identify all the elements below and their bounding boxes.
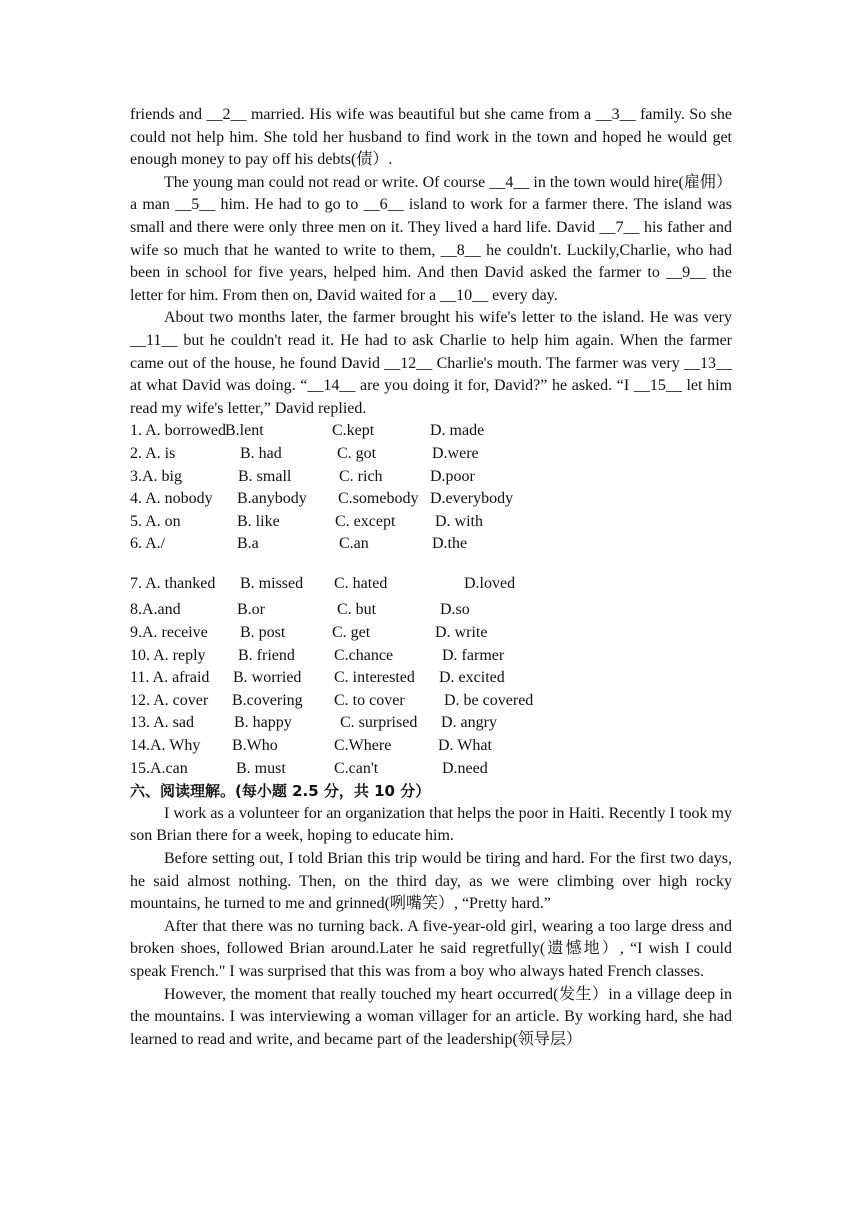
option-a: 4. A. nobody xyxy=(130,490,213,508)
option-b: B. must xyxy=(236,759,286,777)
option-d: D.the xyxy=(432,535,468,553)
option-a: 1. A. borrowed xyxy=(130,422,226,440)
paragraph: I work as a volunteer for an organization that helps the poor in Haiti. Recently I took my son Brian there for a week, hoping to educate him. xyxy=(130,804,732,845)
option-d: D. angry xyxy=(441,714,497,732)
option-c: C.can't xyxy=(334,759,379,777)
option-b: B.or xyxy=(237,601,265,619)
option-a: 14.A. Why xyxy=(130,737,201,755)
option-d: D. What xyxy=(438,737,492,755)
option-row-6 xyxy=(130,533,732,556)
option-a: 15.A.can xyxy=(130,759,188,777)
option-row-8 xyxy=(130,599,732,622)
option-b: B. post xyxy=(240,624,286,642)
option-d: D.loved xyxy=(464,574,516,592)
option-d: D. write xyxy=(435,624,488,642)
option-b: B.lent xyxy=(225,422,264,440)
cloze-passage xyxy=(130,104,732,420)
paragraph: After that there was no turning back. A five-year-old girl, wearing a too large dress and broken shoes, followed Brian around.Later he said regretfully(遗憾地）, “I wish I could speak French." I was surprised that this was from a boy who always hated French classes. xyxy=(130,917,732,980)
option-d: D.so xyxy=(440,601,470,619)
document-page xyxy=(130,104,732,1051)
option-row-4 xyxy=(130,488,732,511)
option-c: C. to cover xyxy=(334,691,405,709)
option-c: C. interested xyxy=(334,669,415,687)
option-b: B.a xyxy=(237,535,259,553)
option-c: C. got xyxy=(337,444,377,462)
option-row-2 xyxy=(130,443,732,466)
option-a: 9.A. receive xyxy=(130,624,208,642)
option-a: 2. A. is xyxy=(130,444,176,462)
option-d: D.were xyxy=(432,444,479,462)
option-b: B. worried xyxy=(233,669,302,687)
option-row-3 xyxy=(130,466,732,489)
option-d: D. with xyxy=(435,512,483,530)
option-row-15 xyxy=(130,758,732,781)
section-heading: 六、阅读理解。(每小题 2.5 分，共 10 分） xyxy=(130,782,431,801)
paragraph: However, the moment that really touched my heart occurred(发生）in a village deep in the mountains. I was interviewing a woman villager for an article. By working hard, she had learned to read and write, and became part of the leadership(领导层） xyxy=(130,985,732,1048)
option-b: B. had xyxy=(240,444,282,462)
paragraph: friends and __2__ married. His wife was beautiful but she came from a __3__ family. So she could not help him. She told her husband to find work in the town and hoped he would get enough money to pay off his debts(债）. xyxy=(130,106,732,169)
option-a: 5. A. on xyxy=(130,512,181,530)
option-c: C. get xyxy=(332,624,371,642)
option-row-1 xyxy=(130,420,732,443)
option-b: B.anybody xyxy=(237,490,307,508)
option-d: D. made xyxy=(430,422,485,440)
option-b: B.covering xyxy=(232,691,303,709)
spacer xyxy=(130,556,732,573)
option-d: D. excited xyxy=(439,669,505,687)
option-a: 10. A. reply xyxy=(130,646,206,664)
option-row-13 xyxy=(130,712,732,735)
paragraph: Before setting out, I told Brian this trip would be tiring and hard. For the first two days, he said almost nothing. Then, on the third day, as we were climbing over high rocky mountains, he turned to me and grinned(咧嘴笑）, “Pretty hard.” xyxy=(130,850,732,913)
option-a: 6. A./ xyxy=(130,535,166,553)
option-c: C. hated xyxy=(334,574,388,592)
reading-passage xyxy=(130,803,732,1052)
option-a: 11. A. afraid xyxy=(130,669,210,687)
option-c: C.an xyxy=(339,535,369,553)
options-list xyxy=(130,420,732,780)
option-c: C.somebody xyxy=(338,490,419,508)
option-d: D.poor xyxy=(430,467,475,485)
option-c: C.kept xyxy=(332,422,375,440)
option-c: C. surprised xyxy=(340,714,418,732)
option-b: B. friend xyxy=(238,646,295,664)
option-a: 8.A.and xyxy=(130,601,181,619)
option-b: B. happy xyxy=(234,714,292,732)
option-c: C.Where xyxy=(334,737,392,755)
option-row-5 xyxy=(130,511,732,534)
option-c: C. but xyxy=(337,601,377,619)
paragraph: The young man could not read or write. Of course __4__ in the town would hire(雇佣）a man __5__ him. He had to go to __6__ island to work for a farmer there. The island was small and there were only three men on it. They lived a hard life. David __7__ his father and wife so much that he wanted to write to them, __8__ he couldn't. Luckily,Charlie, who had been in school for five years, helped him. And then David asked the farmer to __9__ the letter for him. From then on, David waited for a __10__ every day. xyxy=(130,173,732,304)
option-a: 13. A. sad xyxy=(130,714,194,732)
option-c: C.chance xyxy=(334,646,394,664)
option-c: C. rich xyxy=(339,467,383,485)
option-c: C. except xyxy=(335,512,396,530)
option-b: B.Who xyxy=(232,737,278,755)
option-b: B. like xyxy=(237,512,280,530)
option-d: D. be covered xyxy=(444,691,534,709)
option-row-10 xyxy=(130,645,732,668)
option-b: B. missed xyxy=(240,574,304,592)
option-b: B. small xyxy=(238,467,292,485)
option-d: D.need xyxy=(442,759,488,777)
option-row-9 xyxy=(130,622,732,645)
option-a: 7. A. thanked xyxy=(130,574,216,592)
option-d: D.everybody xyxy=(430,490,514,508)
option-row-14 xyxy=(130,735,732,758)
option-a: 3.A. big xyxy=(130,467,182,485)
option-a: 12. A. cover xyxy=(130,691,209,709)
option-row-7 xyxy=(130,573,732,596)
option-row-11 xyxy=(130,667,732,690)
paragraph: About two months later, the farmer brought his wife's letter to the island. He was very __11__ but he couldn't read it. He had to ask Charlie to help him again. When the farmer came out of the house, he found David __12__ Charlie's mouth. The farmer was very __13__ at what David was doing. “__14__ are you doing it for, David?” he asked. “I __15__ let him read my wife's letter,” David replied. xyxy=(130,309,732,417)
option-row-12 xyxy=(130,690,732,713)
option-d: D. farmer xyxy=(442,646,505,664)
